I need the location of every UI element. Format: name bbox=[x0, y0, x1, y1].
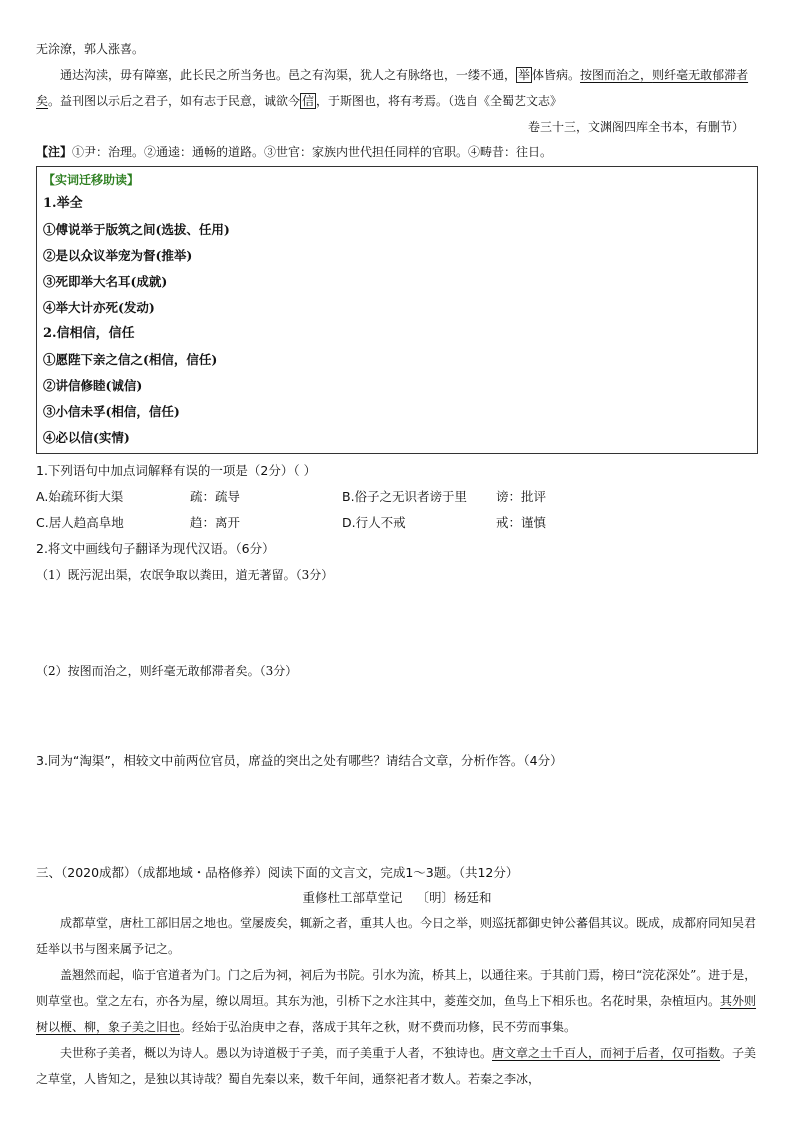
passage-text: 夫世称子美者，概以为诗人。愚以为诗道极于子美，而子美重于人者，不独诗也。 bbox=[60, 1046, 493, 1060]
vocab-item: ②讲信修睦(诚信) bbox=[43, 378, 143, 393]
vocab-item: 1.举全 bbox=[43, 196, 83, 211]
question-2-part-2: （2）按图而治之，则纤毫无敢郁滞者矣。（3分） bbox=[36, 664, 298, 678]
answer-space bbox=[36, 588, 758, 658]
option-definition: 疏：疏导 bbox=[190, 489, 241, 504]
passage-paragraph: 成都草堂，唐杜工部旧居之地也。堂屡废矣，辄新之者，重其人也。今日之举，则巡抚都御史钟公蕃倡其议。既成，成都府同知吴君廷举以书与图来属予记之。 bbox=[36, 916, 757, 956]
option-b bbox=[342, 484, 648, 510]
note-label: 【注】 bbox=[36, 145, 73, 159]
vocab-item: ③死即举大名耳(成就) bbox=[43, 274, 168, 289]
question-1: 1.下列语句中加点词解释有误的一项是（2分）（ ） bbox=[36, 463, 317, 478]
passage-text: ，于斯图也，将有考焉。（选自《全蜀艺文志》 bbox=[316, 94, 563, 108]
option-sentence: C.居人趋高阜地 bbox=[36, 515, 124, 530]
option-definition: 戒：谨慎 bbox=[496, 515, 547, 530]
source-citation: 卷三十三，文渊阁四库全书本，有删节） bbox=[527, 120, 744, 134]
passage-author: 〔明〕杨廷和 bbox=[416, 890, 492, 905]
vocab-item: ①傅说举于版筑之间(选拔、任用) bbox=[43, 222, 230, 237]
option-definition: 谤：批评 bbox=[496, 489, 547, 504]
passage-text: 体皆病。 bbox=[532, 68, 581, 82]
option-c bbox=[36, 510, 342, 536]
passage-title-line bbox=[36, 886, 758, 910]
boxed-character: 举 bbox=[518, 68, 531, 82]
passage-text: 。益刊图以示后之君子，如有志于民意，诚欲今 bbox=[48, 94, 301, 108]
vocab-item: ④举大计亦死(发动) bbox=[43, 300, 155, 315]
vocab-item: ④必以信(实情) bbox=[43, 430, 130, 445]
options-row bbox=[36, 484, 758, 510]
underlined-sentence: 则纤毫无敢郁滞者矣 bbox=[36, 68, 749, 108]
vocab-box bbox=[36, 166, 758, 454]
underlined-sentence: 按图而治之， bbox=[580, 68, 653, 82]
vocab-item: ①愿陛下亲之信之(相信，信任) bbox=[43, 352, 218, 367]
section-3-heading: 三、（2020成都）（成都地域・品格修养）阅读下面的文言文，完成1～3题。（共12分） bbox=[36, 865, 519, 880]
passage-text: 盖翘然而起，临于官道者为门。门之后为祠，祠后为书院。引水为流，桥其上，以通往来。于其前门焉，榜曰“浣花深处”。进于是，则草堂也。堂之左右，亦各为屋，缭以周垣。其东为池，引桥下之水注其中，菱莲交加，鱼鸟上下相乐也。名花时果，杂植垣内。 bbox=[36, 968, 757, 1008]
option-sentence: A.始疏环街大渠 bbox=[36, 489, 124, 504]
vocab-item: 2.信相信，信任 bbox=[43, 326, 135, 341]
option-definition: 趋：离开 bbox=[190, 515, 241, 530]
passage-paragraph bbox=[36, 962, 758, 1040]
passage-text: 。子美之草堂，人皆知之，是独以其诗哉？蜀自先秦以来，数千年间，通祭祀者才数人。若秦之李冰， bbox=[36, 1046, 757, 1086]
question-3: 3.同为“淘渠”，相较文中前两位官员，席益的突出之处有哪些？请结合文章，分析作答。（4分） bbox=[36, 753, 563, 768]
answer-space bbox=[36, 774, 758, 860]
vocab-title: 【实词迁移助读】 bbox=[43, 173, 140, 187]
document-page bbox=[36, 36, 758, 1092]
boxed-character: 信 bbox=[302, 94, 315, 108]
option-d bbox=[342, 510, 648, 536]
vocab-item: ②是以众议举宠为督(推举) bbox=[43, 248, 193, 263]
option-sentence: D.行人不戒 bbox=[342, 515, 406, 530]
passage-text: 通达沟渎，毋有障塞，此长民之所当务也。邑之有沟渠，犹人之有脉络也，一缕不通， bbox=[60, 68, 517, 82]
passage-text: 。经始于弘治庚申之春，落成于其年之秋，财不费而功修，民不劳而事集。 bbox=[180, 1020, 577, 1034]
passage-line: 无涂潦，郭人涨喜。 bbox=[36, 42, 145, 56]
option-sentence: B.俗子之无识者谤于里 bbox=[342, 489, 468, 504]
underlined-sentence: 其外则树以楩、柳，象子美之旧也 bbox=[36, 994, 757, 1034]
annotation-note bbox=[36, 140, 758, 164]
vocab-item: ③小信未孚(相信，信任) bbox=[43, 404, 180, 419]
underlined-sentence: 唐文章之士千百人，而祠于后者，仅可指数 bbox=[492, 1046, 721, 1060]
answer-space bbox=[36, 684, 758, 748]
option-a bbox=[36, 484, 342, 510]
question-2-part-1: （1）既污泥出渠，农氓争取以粪田，道无著留。（3分） bbox=[36, 568, 334, 582]
options-row bbox=[36, 510, 758, 536]
question-2: 2.将文中画线句子翻译为现代汉语。（6分） bbox=[36, 541, 275, 556]
passage-paragraph bbox=[36, 62, 758, 114]
passage-paragraph bbox=[36, 1040, 758, 1092]
passage-title: 重修杜工部草堂记 bbox=[302, 890, 403, 905]
note-text: ①尹：治理。②通逵：通畅的道路。③世官：家族内世代担任同样的官职。④畴昔：往日。 bbox=[72, 145, 553, 159]
